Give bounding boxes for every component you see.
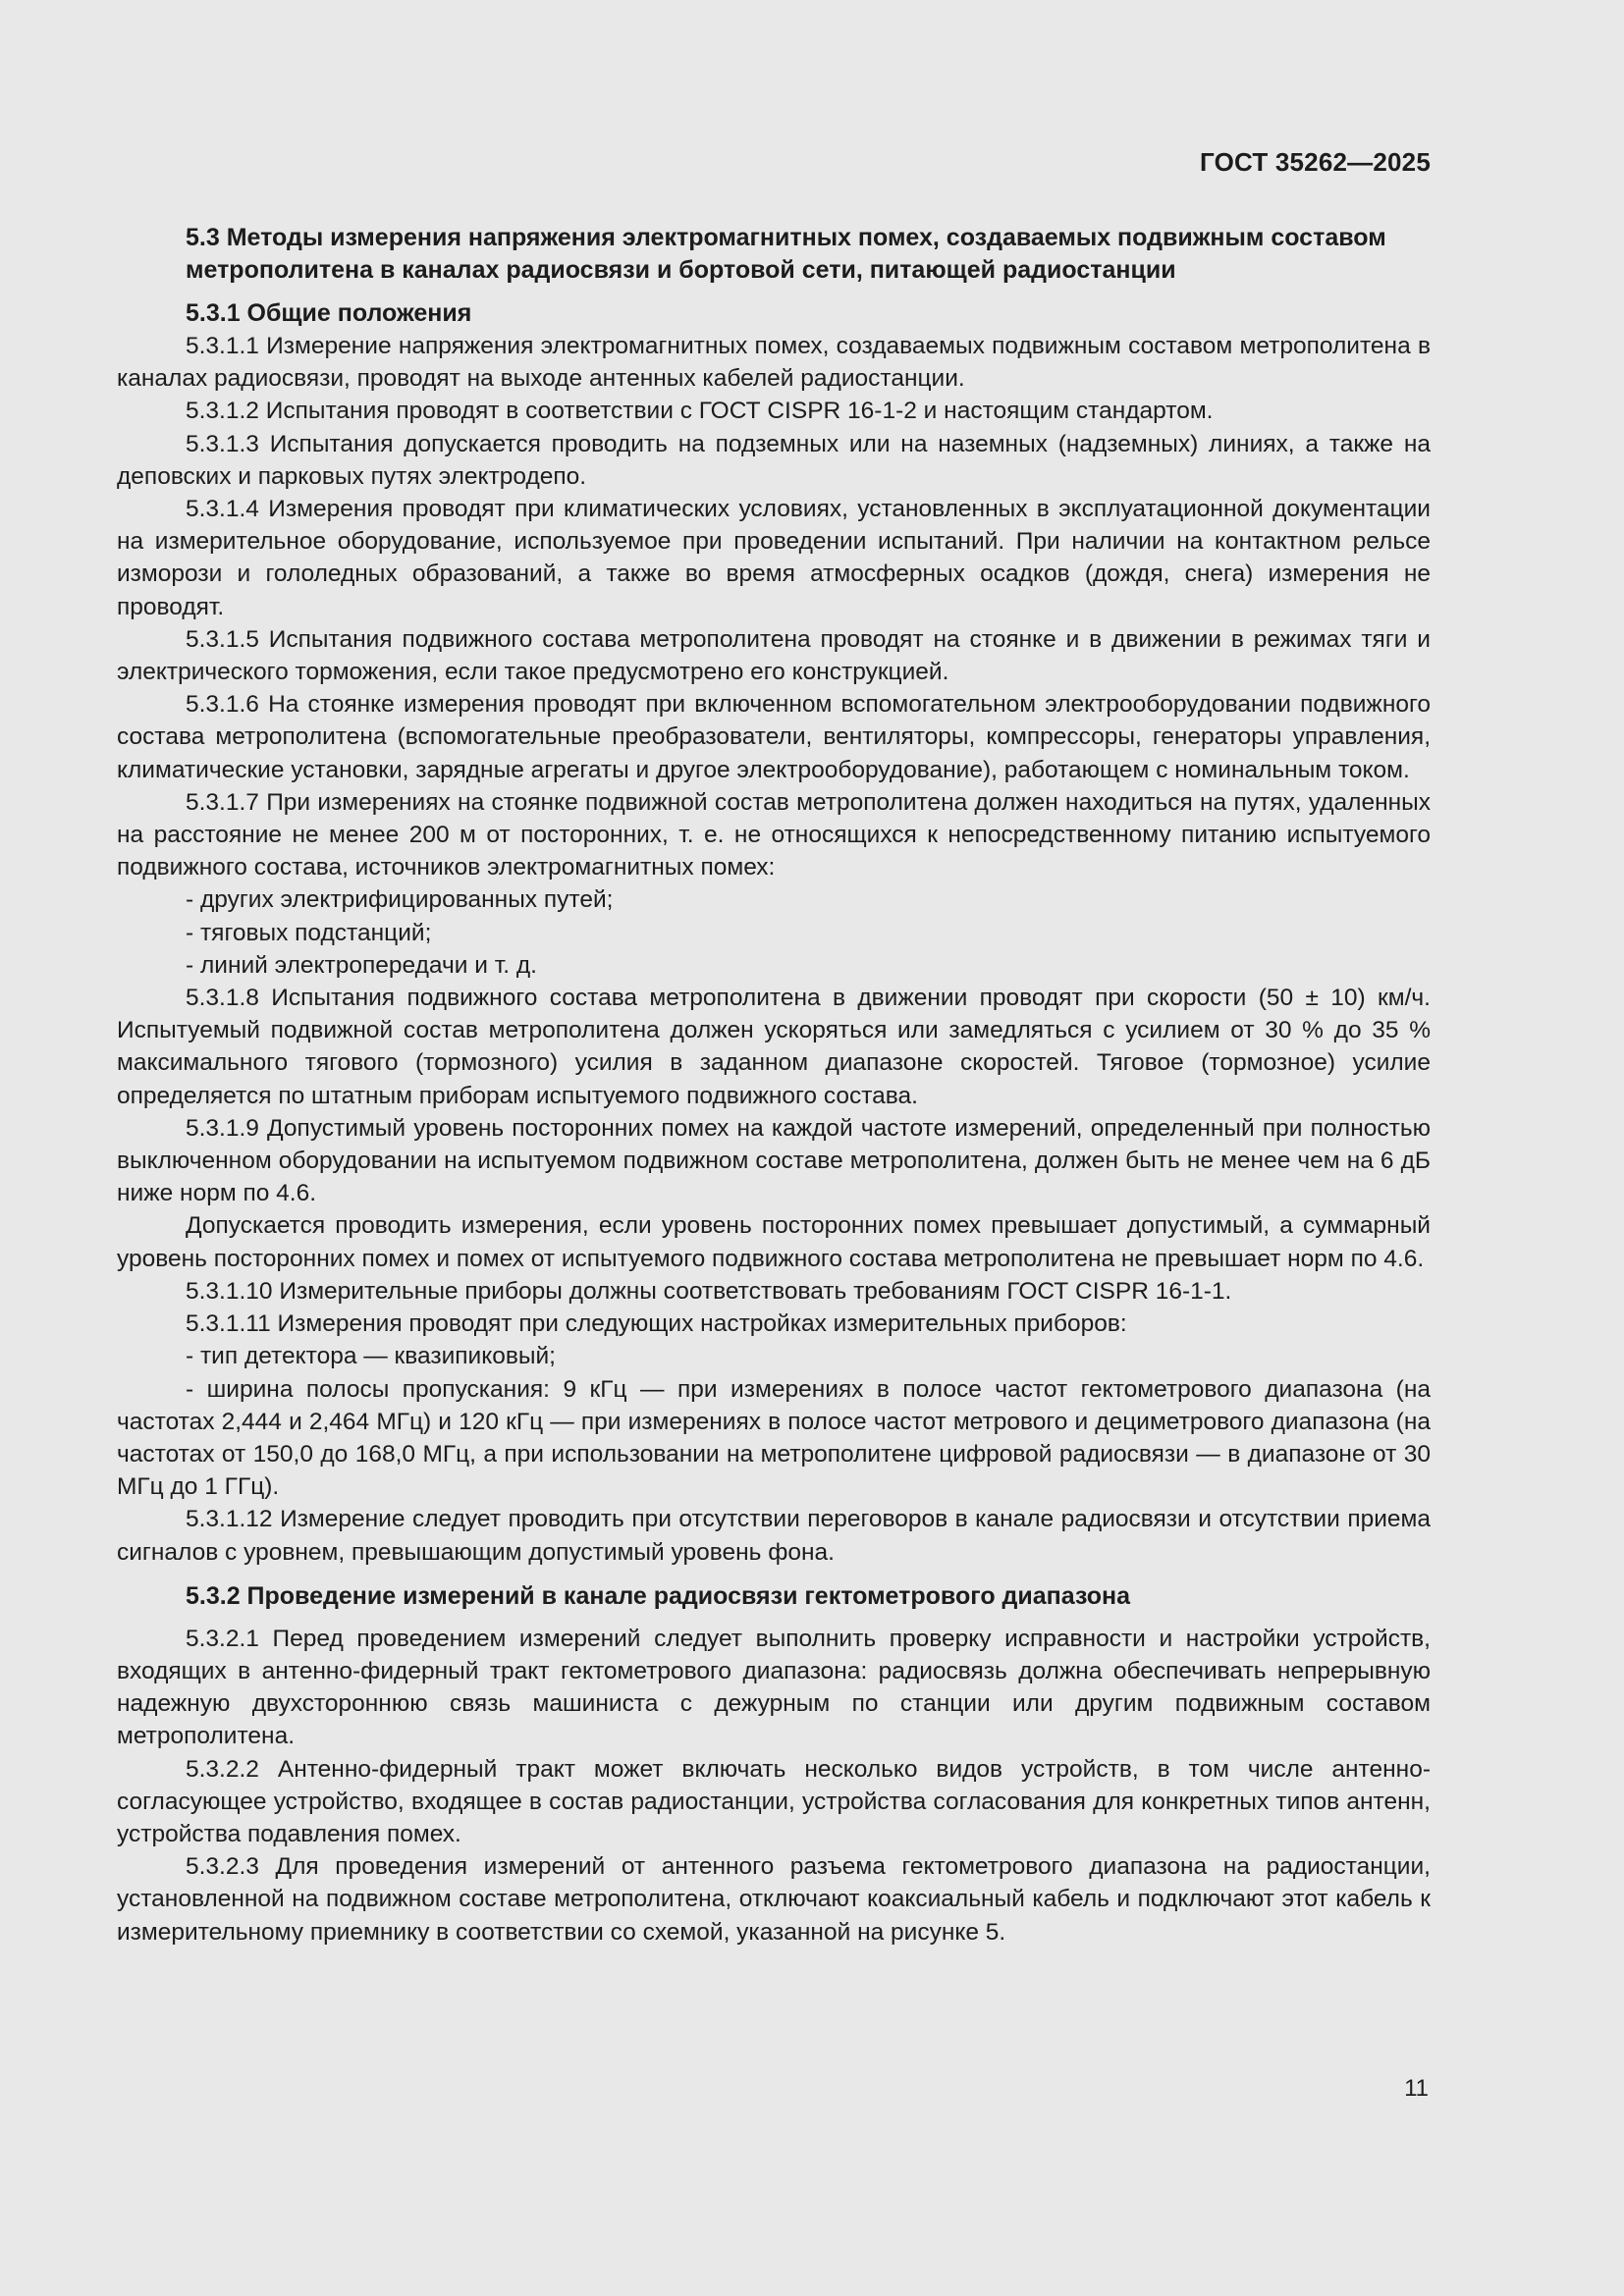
paragraph: 5.3.1.11 Измерения проводят при следующих настройках измерительных приборов: <box>186 1310 1127 1338</box>
section-title: 5.3 Методы измерения напряжения электромагнитных помех, создаваемых подвижным составом метрополитена в каналах радиосвязи и бортовой сети, питающей радиостанции <box>186 224 1386 284</box>
paragraph: 5.3.1.2 Испытания проводят в соответствии с ГОСТ CISPR 16-1-2 и настоящим стандартом. <box>186 398 1214 425</box>
paragraph: 5.3.1.1 Измерение напряжения электромагнитных помех, создаваемых подвижным составом метрополитена в каналах радиосвязи, проводят на выходе антенных кабелей радиостанции. <box>117 333 1431 393</box>
subsection-title: 5.3.1 Общие положения <box>186 299 472 327</box>
subsection-title: 5.3.2 Проведение измерений в канале радиосвязи гектометрового диапазона <box>186 1581 1131 1610</box>
paragraph: 5.3.2.2 Антенно-фидерный тракт может включать несколько видов устройств, в том числе антенно-согласующее устройство, входящее в состав радиостанции, устройства согласования для конкретных типов антенн, устройства подавления помех. <box>117 1755 1431 1847</box>
list-item: - тяговых подстанций; <box>186 919 432 946</box>
paragraph: 5.3.1.4 Измерения проводят при климатических условиях, установленных в эксплуатационной документации на измерительное оборудование, используемое при проведении испытаний. При наличии на контактном рельсе изморози и гололедных образований, а также во время атмосферных осадков (дождя, снега) измерения не проводят. <box>117 496 1431 620</box>
list-item: - других электрифицированных путей; <box>186 886 614 914</box>
paragraph: 5.3.1.9 Допустимый уровень посторонних помех на каждой частоте измерений, определенный при полностью выключенном оборудовании на испытуемом подвижном составе метрополитена, должен быть не менее чем на 6 дБ ниже норм по 4.6. <box>117 1114 1431 1207</box>
paragraph: 5.3.2.3 Для проведения измерений от антенного разъема гектометрового диапазона на радиостанции, установленной на подвижном составе метрополитена, отключают коаксиальный кабель и подключают этот кабель к измерительному приемнику в соответствии со схемой, указанной на рисунке 5. <box>117 1853 1431 1946</box>
paragraph: 5.3.1.10 Измерительные приборы должны соответствовать требованиям ГОСТ CISPR 16-1-1. <box>186 1277 1232 1305</box>
document-body <box>117 222 1431 1949</box>
paragraph: 5.3.1.8 Испытания подвижного состава метрополитена в движении проводят при скорости (50 ± 10) км/ч. Испытуемый подвижной состав метрополитена должен ускоряться или замедляться с усилием от 30 % до 35 % максимального тягового (тормозного) усилия в заданном диапазоне скоростей. Тяговое (тормозное) усилие определяется по штатным приборам испытуемого подвижного состава. <box>117 985 1431 1109</box>
page-number: 11 <box>1404 2075 1429 2102</box>
paragraph: 5.3.1.3 Испытания допускается проводить на подземных или на наземных (надземных) линиях, а также на деповских и парковых путях электродепо. <box>117 430 1431 490</box>
standard-header: ГОСТ 35262—2025 <box>1200 147 1431 177</box>
paragraph: 5.3.1.5 Испытания подвижного состава метрополитена проводят на стоянке и в движении в режимах тяги и электрического торможения, если такое предусмотрено его конструкцией. <box>117 625 1431 686</box>
paragraph: 5.3.1.7 При измерениях на стоянке подвижной состав метрополитена должен находиться на путях, удаленных на расстояние не менее 200 м от посторонних, т. е. не относящихся к непосредственному питанию испытуемого подвижного состава, источников электромагнитных помех: <box>117 788 1431 881</box>
list-item: - линий электропередачи и т. д. <box>186 951 537 979</box>
paragraph: Допускается проводить измерения, если уровень посторонних помех превышает допустимый, а суммарный уровень посторонних помех и помех от испытуемого подвижного состава метрополитена не превышает норм по 4.6. <box>117 1212 1431 1272</box>
paragraph: 5.3.1.6 На стоянке измерения проводят при включенном вспомогательном электрооборудовании подвижного состава метрополитена (вспомогательные преобразователи, вентиляторы, компрессоры, генераторы управления, климатические установки, зарядные агрегаты и другое электрооборудование), работающем с номинальным током. <box>117 691 1431 783</box>
paragraph: 5.3.2.1 Перед проведением измерений следует выполнить проверку исправности и настройки устройств, входящих в антенно-фидерный тракт гектометрового диапазона: радиосвязь должна обеспечивать непрерывную надежную двухстороннюю связь машиниста с дежурным по станции или другим подвижным составом метрополитена. <box>117 1625 1431 1750</box>
list-item: - ширина полосы пропускания: 9 кГц — при измерениях в полосе частот гектометрового диапазона (на частотах 2,444 и 2,464 МГц) и 120 кГц — при измерениях в полосе частот метрового и дециметрового диапазона (на частотах от 150,0 до 168,0 МГц, а при использовании на метрополитене цифровой радиосвязи — в диапазоне от 30 МГц до 1 ГГц). <box>117 1375 1431 1501</box>
list-item: - тип детектора — квазипиковый; <box>186 1343 556 1370</box>
paragraph: 5.3.1.12 Измерение следует проводить при отсутствии переговоров в канале радиосвязи и отсутствии приема сигналов с уровнем, превышающим допустимый уровень фона. <box>117 1506 1431 1566</box>
